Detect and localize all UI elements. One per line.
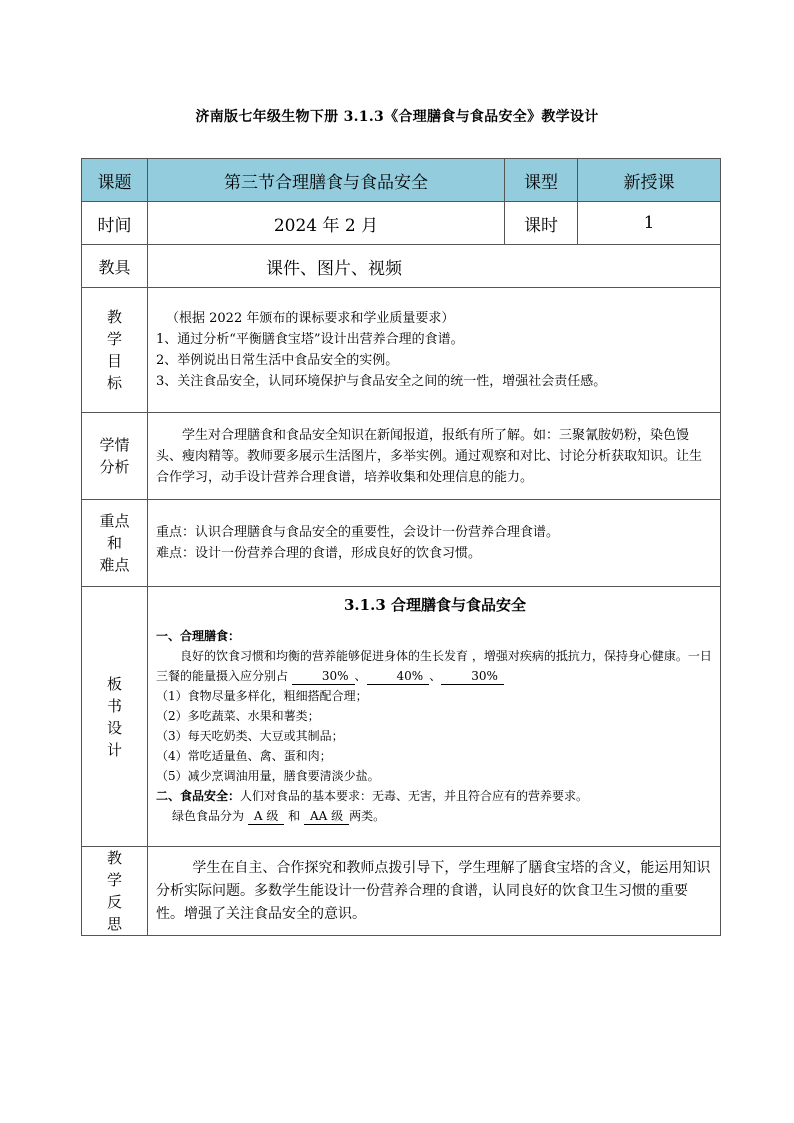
reflection-row (82, 847, 721, 936)
blank-grade-aa: AA 级 (304, 808, 349, 825)
topic-value: 第三节合理膳食与食品安全 (148, 159, 505, 202)
header-row (82, 159, 721, 202)
reflection-content: 学生在自主、合作探究和教师点拨引导下，学生理解了膳食宝塔的含义，能运用知识分析实际问题。多数学生能设计一份营养合理的食谱，认同良好的饮食卫生习惯的重要性。增强了关注食品安全的意识。 (148, 847, 721, 936)
tools-label: 教具 (82, 245, 148, 288)
lesson-plan-table (81, 158, 721, 936)
board-section-heading: 一、合理膳食： (156, 629, 241, 643)
board-design-label: 板 书 设 计 (82, 587, 148, 847)
goals-label: 教 学 目 标 (82, 288, 148, 413)
goal-item: 2、举例说出日常生活中食品安全的实例。 (156, 353, 399, 368)
tools-row (82, 245, 721, 288)
blank-lunch: 40% (367, 668, 430, 685)
lesson-type-value: 新授课 (578, 159, 721, 202)
period-label: 课时 (505, 202, 578, 245)
analysis-row (82, 413, 721, 500)
board-list-item: （1）食物尽量多样化，粗细搭配合理； (156, 689, 368, 703)
analysis-label: 学情 分析 (82, 413, 148, 500)
difficult-point: 难点：设计一份营养合理的食谱，形成良好的饮食习惯。 (156, 546, 482, 561)
goal-item: 1、通过分析“平衡膳食宝塔”设计出营养合理的食谱。 (156, 332, 464, 347)
goals-intro: （根据 2022 年颁布的课标要求和学业质量要求） (166, 311, 455, 326)
lesson-type-label: 课型 (505, 159, 578, 202)
goals-row (82, 288, 721, 413)
board-section-2: 二、食品安全：人们对食品的基本要求：无毒、无害，并且符合应有的营养要求。 (156, 789, 589, 803)
key-points-content (148, 500, 721, 587)
board-paragraph: 良好的饮食习惯和均衡的营养能够促进身体的生长发育 ，增强对疾病的抵抗力，保持身心健康。一日三餐的能量摄入应分别占 30% 、 40% 、 30% (156, 649, 712, 683)
document-title: 济南版七年级生物下册 3.1.3《合理膳食与食品安全》教学设计 (195, 109, 599, 125)
time-label: 时间 (82, 202, 148, 245)
board-list-item: （4）常吃适量鱼、禽、蛋和肉； (156, 749, 332, 763)
analysis-content: 学生对合理膳食和食品安全知识在新闻报道，报纸有所了解。如：三聚氰胺奶粉，染色馒头、瘦肉精等。教师要多展示生活图片，多举实例。通过观察和对比、讨论分析获取知识。让生合作学习，动手设计营养合理食谱，培养收集和处理信息的能力。 (148, 413, 721, 500)
time-row (82, 202, 721, 245)
green-food-line: 绿色食品分为 A 级 和 AA 级 两类。 (172, 809, 386, 823)
tools-value: 课件、图片、视频 (148, 245, 721, 288)
key-points-row (82, 500, 721, 587)
blank-breakfast: 30% (292, 668, 355, 685)
board-list-item: （5）减少烹调油用量，膳食要清淡少盐。 (156, 769, 380, 783)
key-point: 重点：认识合理膳食与食品安全的重要性，会设计一份营养合理食谱。 (156, 525, 560, 540)
board-list-item: （3）每天吃奶类、大豆或其制品； (156, 729, 344, 743)
blank-grade-a: A 级 (248, 808, 284, 825)
topic-label: 课题 (82, 159, 148, 202)
reflection-label: 教 学 反 思 (82, 847, 148, 936)
key-points-label: 重点 和 难点 (82, 500, 148, 587)
goal-item: 3、关注食品安全，认同环境保护与食品安全之间的统一性，增强社会责任感。 (156, 374, 607, 389)
blank-dinner: 30% (441, 668, 504, 685)
period-value: 1 (578, 202, 721, 245)
board-title: 3.1.3 合理膳食与食品安全 (344, 596, 526, 614)
board-design-row (82, 587, 721, 847)
board-design-content (148, 587, 721, 847)
board-list-item: （2）多吃蔬菜、水果和薯类； (156, 709, 320, 723)
time-value: 2024 年 2 月 (148, 202, 505, 245)
goals-content (148, 288, 721, 413)
